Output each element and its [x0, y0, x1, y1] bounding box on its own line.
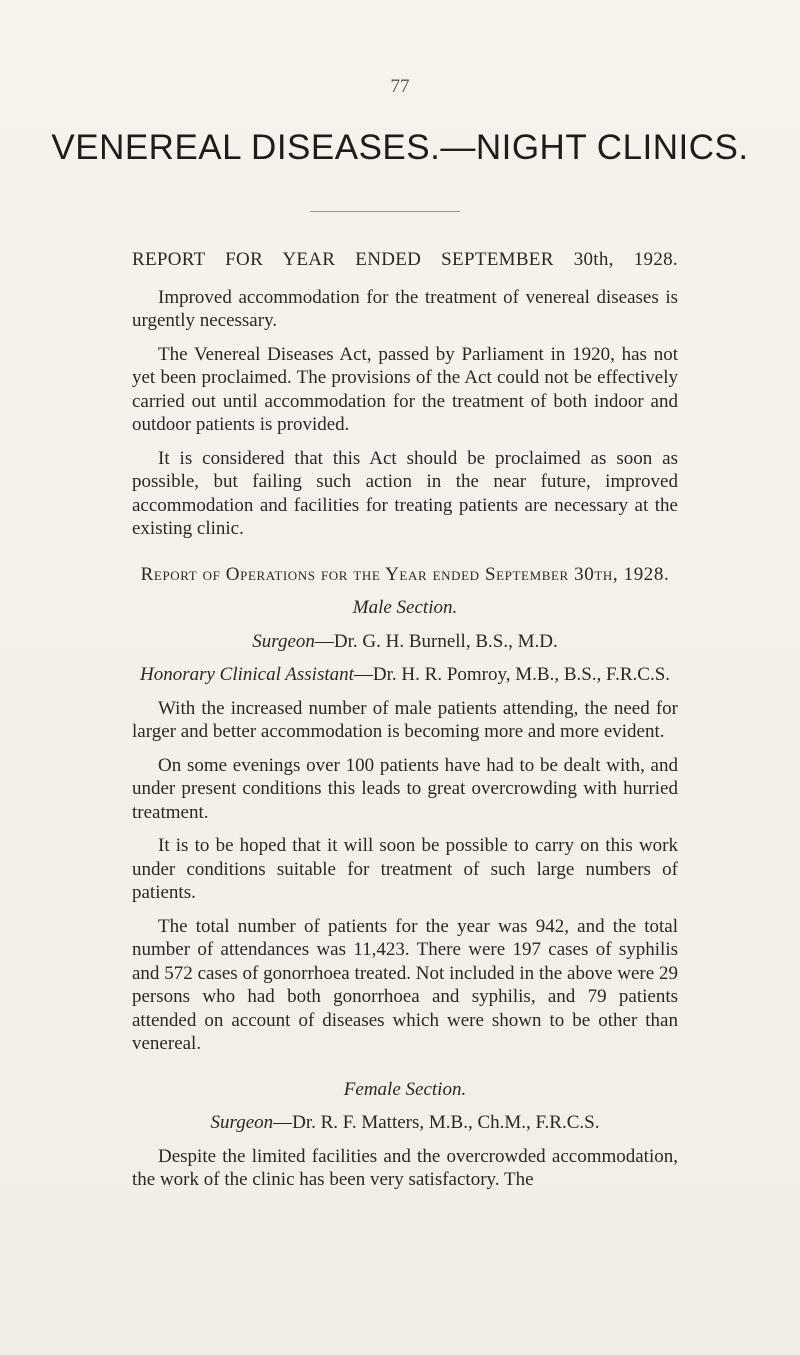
female-surgeon-role: Surgeon: [210, 1112, 274, 1133]
paragraph-overcrowding: On some evenings over 100 patients have had to be dealt with, and under present conditions this leads to great overcrowding with hurried treatment.: [132, 754, 678, 823]
female-section-title: Female Section.: [343, 1078, 467, 1100]
paragraph-hope: It is to be hoped that it will soon be possible to carry on this work under conditions suitable for treatment of such large numbers of patients.: [132, 835, 678, 903]
female-surgeon-line: [132, 1111, 678, 1135]
document-body: [132, 248, 678, 1192]
page-title: VENEREAL DISEASES.—NIGHT CLINICS.: [51, 128, 749, 167]
paragraph-male-increase: With the increased number of male patients attending, the need for larger and better accommodation is becoming more and more evident.: [132, 697, 678, 742]
paragraph-accommodation: Improved accommodation for the treatment of venereal diseases is urgently necessary.: [132, 286, 678, 331]
paragraph-act: The Venereal Diseases Act, passed by Parliament in 1920, has not yet been proclaimed. The provisions of the Act could not be effectively carried out until accommodation for the treatment of both indoor and outdoor patients is provided.: [132, 343, 678, 435]
paragraph-proclamation: It is considered that this Act should be proclaimed as soon as possible, but failing such action in the near future, improved accommodation and facilities for treating patients are necessary at the existing clinic.: [132, 447, 678, 539]
male-surgeon-name: —Dr. G. H. Burnell, B.S., M.D.: [314, 630, 558, 652]
clinical-assistant-name: —Dr. H. R. Pomroy, M.B., B.S., F.R.C.S.: [353, 664, 671, 685]
paragraph-statistics: The total number of patients for the year was 942, and the total number of attendances was 11,423. There were 197 cases of syphilis and 572 cases of gonorrhoea treated. Not included in the above were 29 persons who had both gonorrhoea and syphilis, and 79 patients attended on account of diseases which were shown to be other than venereal.: [132, 915, 678, 1054]
report-heading: REPORT FOR YEAR ENDED SEPTEMBER 30th, 1928.: [132, 249, 678, 270]
male-surgeon-line: [132, 630, 678, 654]
male-surgeon-role: Surgeon: [252, 630, 315, 652]
page-number: 77: [390, 76, 410, 97]
paragraph-female-work: Despite the limited facilities and the overcrowded accommodation, the work of the clinic has been very satisfactory. The: [132, 1145, 678, 1190]
clinical-assistant-line: [132, 663, 678, 687]
male-section-title: Male Section.: [352, 597, 458, 618]
title-divider: [310, 211, 460, 212]
clinical-assistant-role: Honorary Clinical Assistant: [139, 664, 354, 685]
female-surgeon-name: —Dr. R. F. Matters, M.B., Ch.M., F.R.C.S.: [273, 1112, 600, 1133]
operations-heading: Report of Operations for the Year ended September 30th, 1928.: [140, 563, 670, 585]
